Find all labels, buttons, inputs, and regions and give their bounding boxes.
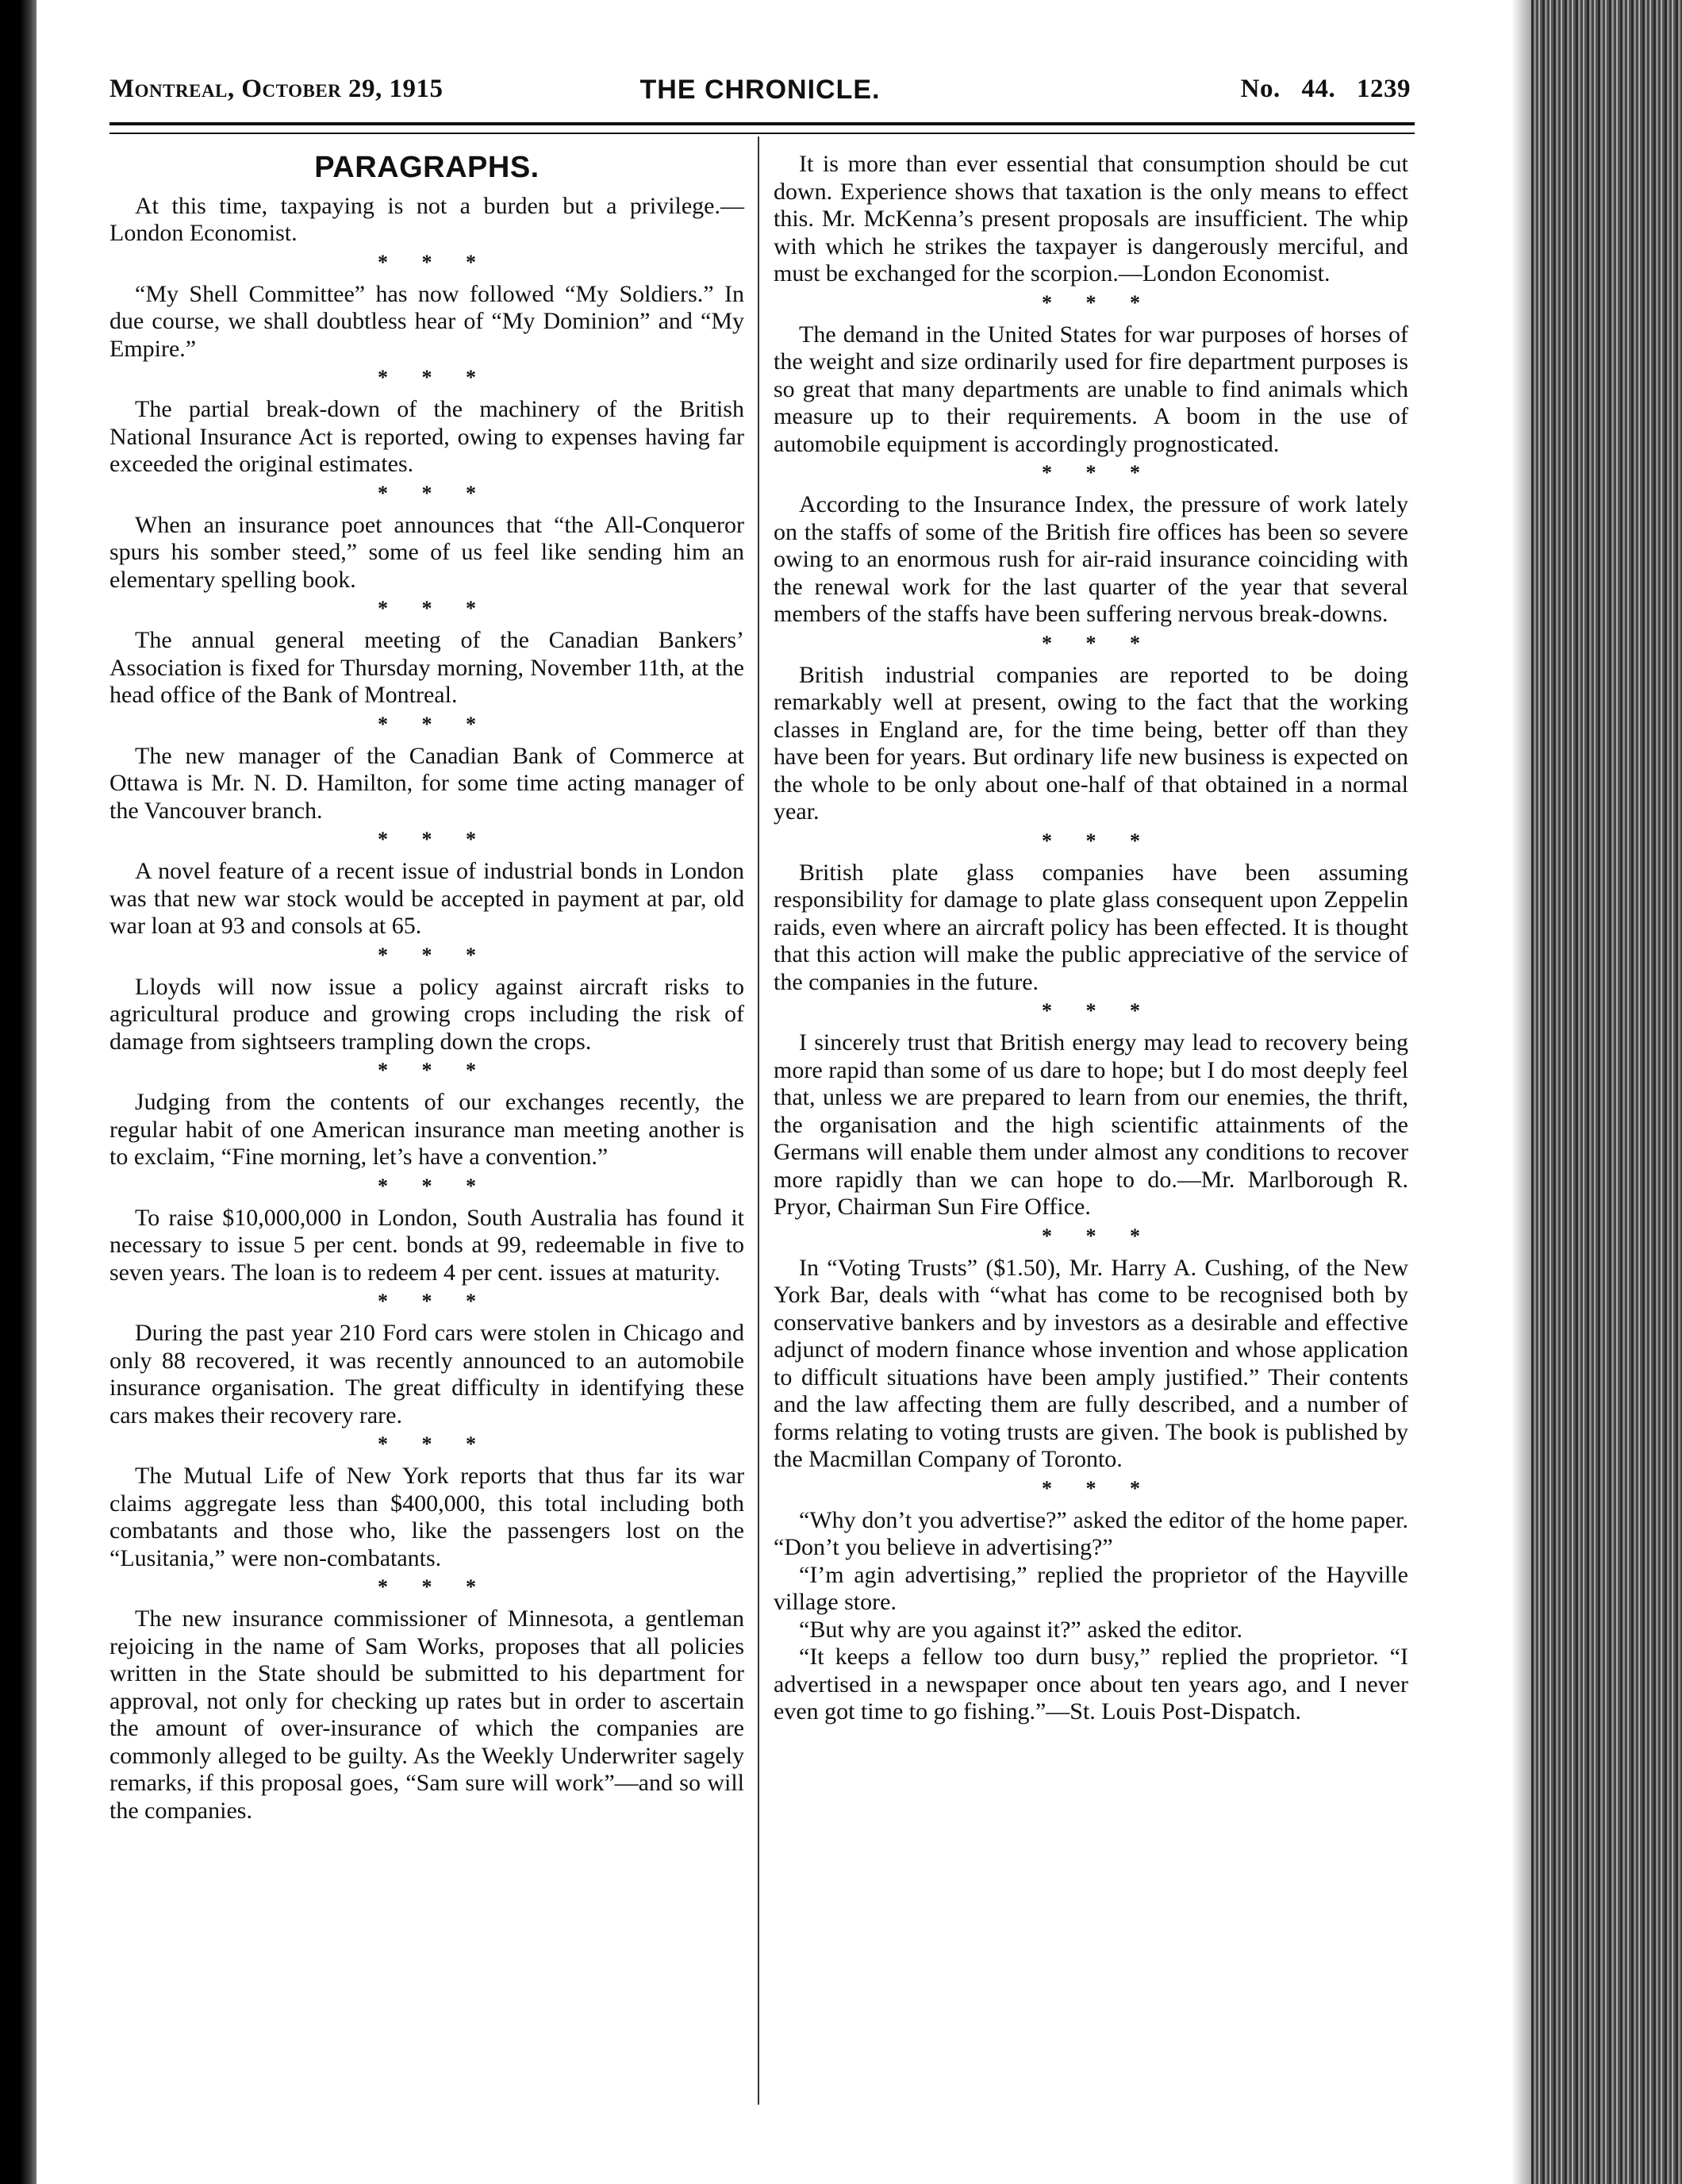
paragraph: British industrial companies are reported to be doing remarkably well at present, owing to the fact that the working classes in England are, for the time being, better off than they have been for years. But ordinary life new business is expected on the whole to be only about one-half of that obtained in a normal year. (774, 661, 1408, 825)
dialogue-line: “Why don’t you advertise?” asked the editor of the home paper. “Don’t you believe in advertising?” (774, 1506, 1408, 1560)
separator: * * * (1042, 1224, 1154, 1248)
separator: * * * (1042, 290, 1154, 314)
publication-title: THE CHRONICLE. (639, 75, 881, 105)
paragraph: “My Shell Committee” has now followed “My Soldiers.” In due course, we shall doubtless hear of “My Dominion” and “My Empire.” (109, 280, 744, 362)
separator: * * * (378, 366, 490, 389)
header-rule (109, 122, 1415, 134)
paragraph: According to the Insurance Index, the pressure of work lately on the staffs of some of the British fire offices has been so severe owing to an enormous rush for air-raid insurance coinciding with the renewal work for the last quarter of the year that several members of the staffs have been suffering nervous break-downs. (774, 491, 1408, 627)
paragraph: The Mutual Life of New York reports that thus far its war claims aggregate less than $400,000, this total including both combatants and those who, like the passengers lost on the “Lusitania,” were non-combatants. (109, 1463, 744, 1571)
paragraph: The demand in the United States for war purposes of horses of the weight and size ordinarily used for fire department purposes is so great that many departments are unable to find animals which measure up to their requirements. A boom in the use of automobile equipment is accordingly prognosticated. (774, 321, 1408, 457)
paragraph: During the past year 210 Ford cars were stolen in Chicago and only 88 recovered, it was recently announced to an automobile insurance organisation. The great difficulty in identifying these cars makes their recovery rare. (109, 1320, 744, 1428)
page-header (109, 70, 1411, 110)
dialogue-line: “It keeps a fellow too durn busy,” replied the proprietor. “I advertised in a newspaper once about ten years ago, and I never even got time to go fishing.”—St. Louis Post-Dispatch. (774, 1644, 1408, 1725)
paragraph: The new insurance commissioner of Minnesota, a gentleman rejoicing in the name of Sam Works, proposes that all policies written in the State should be submitted to his department for approval, not only for checking up rates but in order to ascertain the amount of over-insurance of which the companies are commonly alleged to be guilty. As the Weekly Underwriter sagely remarks, if this proposal goes, “Sam sure will work”—and so will the companies. (109, 1605, 744, 1824)
dialogue-line: “But why are you against it?” asked the editor. (799, 1616, 1242, 1643)
separator: * * * (1042, 829, 1154, 852)
paragraph: To raise $10,000,000 in London, South Australia has found it necessary to issue 5 per cent. bonds at 99, redeemable in five to seven years. The loan is to redeem 4 per cent. issues at maturity. (109, 1204, 744, 1286)
separator: * * * (1042, 631, 1154, 655)
separator: * * * (378, 1575, 490, 1598)
separator: * * * (378, 712, 490, 736)
paragraph: Lloyds will now issue a policy against aircraft risks to agricultural produce and growing crops including the risk of damage from sightseers trampling down the crops. (109, 973, 744, 1055)
issue-number: No. 44. 1239 (1240, 75, 1411, 103)
paragraph: The partial break-down of the machinery of the British National Insurance Act is reported, owing to expenses having far exceeded the original estimates. (109, 396, 744, 477)
separator: * * * (378, 1290, 490, 1313)
separator: * * * (1042, 1476, 1154, 1500)
paragraph: When an insurance poet announces that “the All-Conqueror spurs his somber steed,” some of us feel like sending him an elementary spelling book. (109, 511, 744, 593)
paragraph: The new manager of the Canadian Bank of Commerce at Ottawa is Mr. N. D. Hamilton, for some time acting manager of the Vancouver branch. (109, 742, 744, 824)
separator: * * * (378, 597, 490, 620)
separator: * * * (378, 1174, 490, 1198)
separator: * * * (378, 943, 490, 967)
separator: * * * (378, 1432, 490, 1455)
separator: * * * (378, 1059, 490, 1082)
right-column (774, 151, 1408, 1726)
column-divider (758, 136, 759, 2105)
section-heading: PARAGRAPHS. (314, 151, 540, 184)
paragraph: In “Voting Trusts” ($1.50), Mr. Harry A. Cushing, of the New York Bar, deals with “what has come to be recognised both by conservative bankers and by investors as a desirable and effective adjunct of modern finance whose invention and whose application to difficult situations have been amply justified.” Their contents and the law affecting them are fully described, and a number of forms relating to voting trusts are given. The book is published by the Macmillan Company of Toronto. (774, 1254, 1408, 1472)
paragraph: Judging from the contents of our exchanges recently, the regular habit of one American insurance man meeting another is to exclaim, “Fine morning, let’s have a convention.” (109, 1089, 744, 1170)
separator: * * * (1042, 461, 1154, 484)
book-page-edges (1531, 0, 1682, 2184)
separator: * * * (378, 481, 490, 505)
paragraph: The annual general meeting of the Canadian Bankers’ Association is fixed for Thursday morning, November 11th, at the head office of the Bank of Montreal. (109, 627, 744, 708)
separator: * * * (378, 828, 490, 851)
paragraph: I sincerely trust that British energy may lead to recovery being more rapid than some of us dare to hope; but I do most deeply feel that, unless we are prepared to learn from our enemies, the thrift, the organisation and the high scientific attainments of the Germans will enable them under almost any conditions to recover more rapidly than we can hope to do.—Mr. Marlborough R. Pryor, Chairman Sun Fire Office. (774, 1029, 1408, 1220)
separator: * * * (378, 250, 490, 274)
separator: * * * (1042, 999, 1154, 1022)
page-left-shadow (0, 0, 36, 2184)
header-date: Montreal, October 29, 1915 (109, 75, 444, 103)
paragraph: A novel feature of a recent issue of industrial bonds in London was that new war stock would be accepted in payment at par, old war loan at 93 and consols at 65. (109, 858, 744, 939)
paragraph: It is more than ever essential that consumption should be cut down. Experience shows that taxation is the only means to effect this. Mr. McKenna’s present proposals are insufficient. The whip with which he strikes the taxpayer is dangerously merciful, and must be exchanged for the scorpion.—London Economist. (774, 151, 1408, 286)
left-column (109, 151, 744, 1824)
dialogue-line: “I’m agin advertising,” replied the proprietor of the Hayville village store. (774, 1561, 1408, 1615)
paragraph: British plate glass companies have been assuming responsibility for damage to plate glass consequent upon Zeppelin raids, even where an aircraft policy has been effected. It is thought that this action will make the public appreciative of the service of the companies in the future. (774, 859, 1408, 995)
paragraph: At this time, taxpaying is not a burden but a privilege.—London Economist. (109, 192, 744, 246)
